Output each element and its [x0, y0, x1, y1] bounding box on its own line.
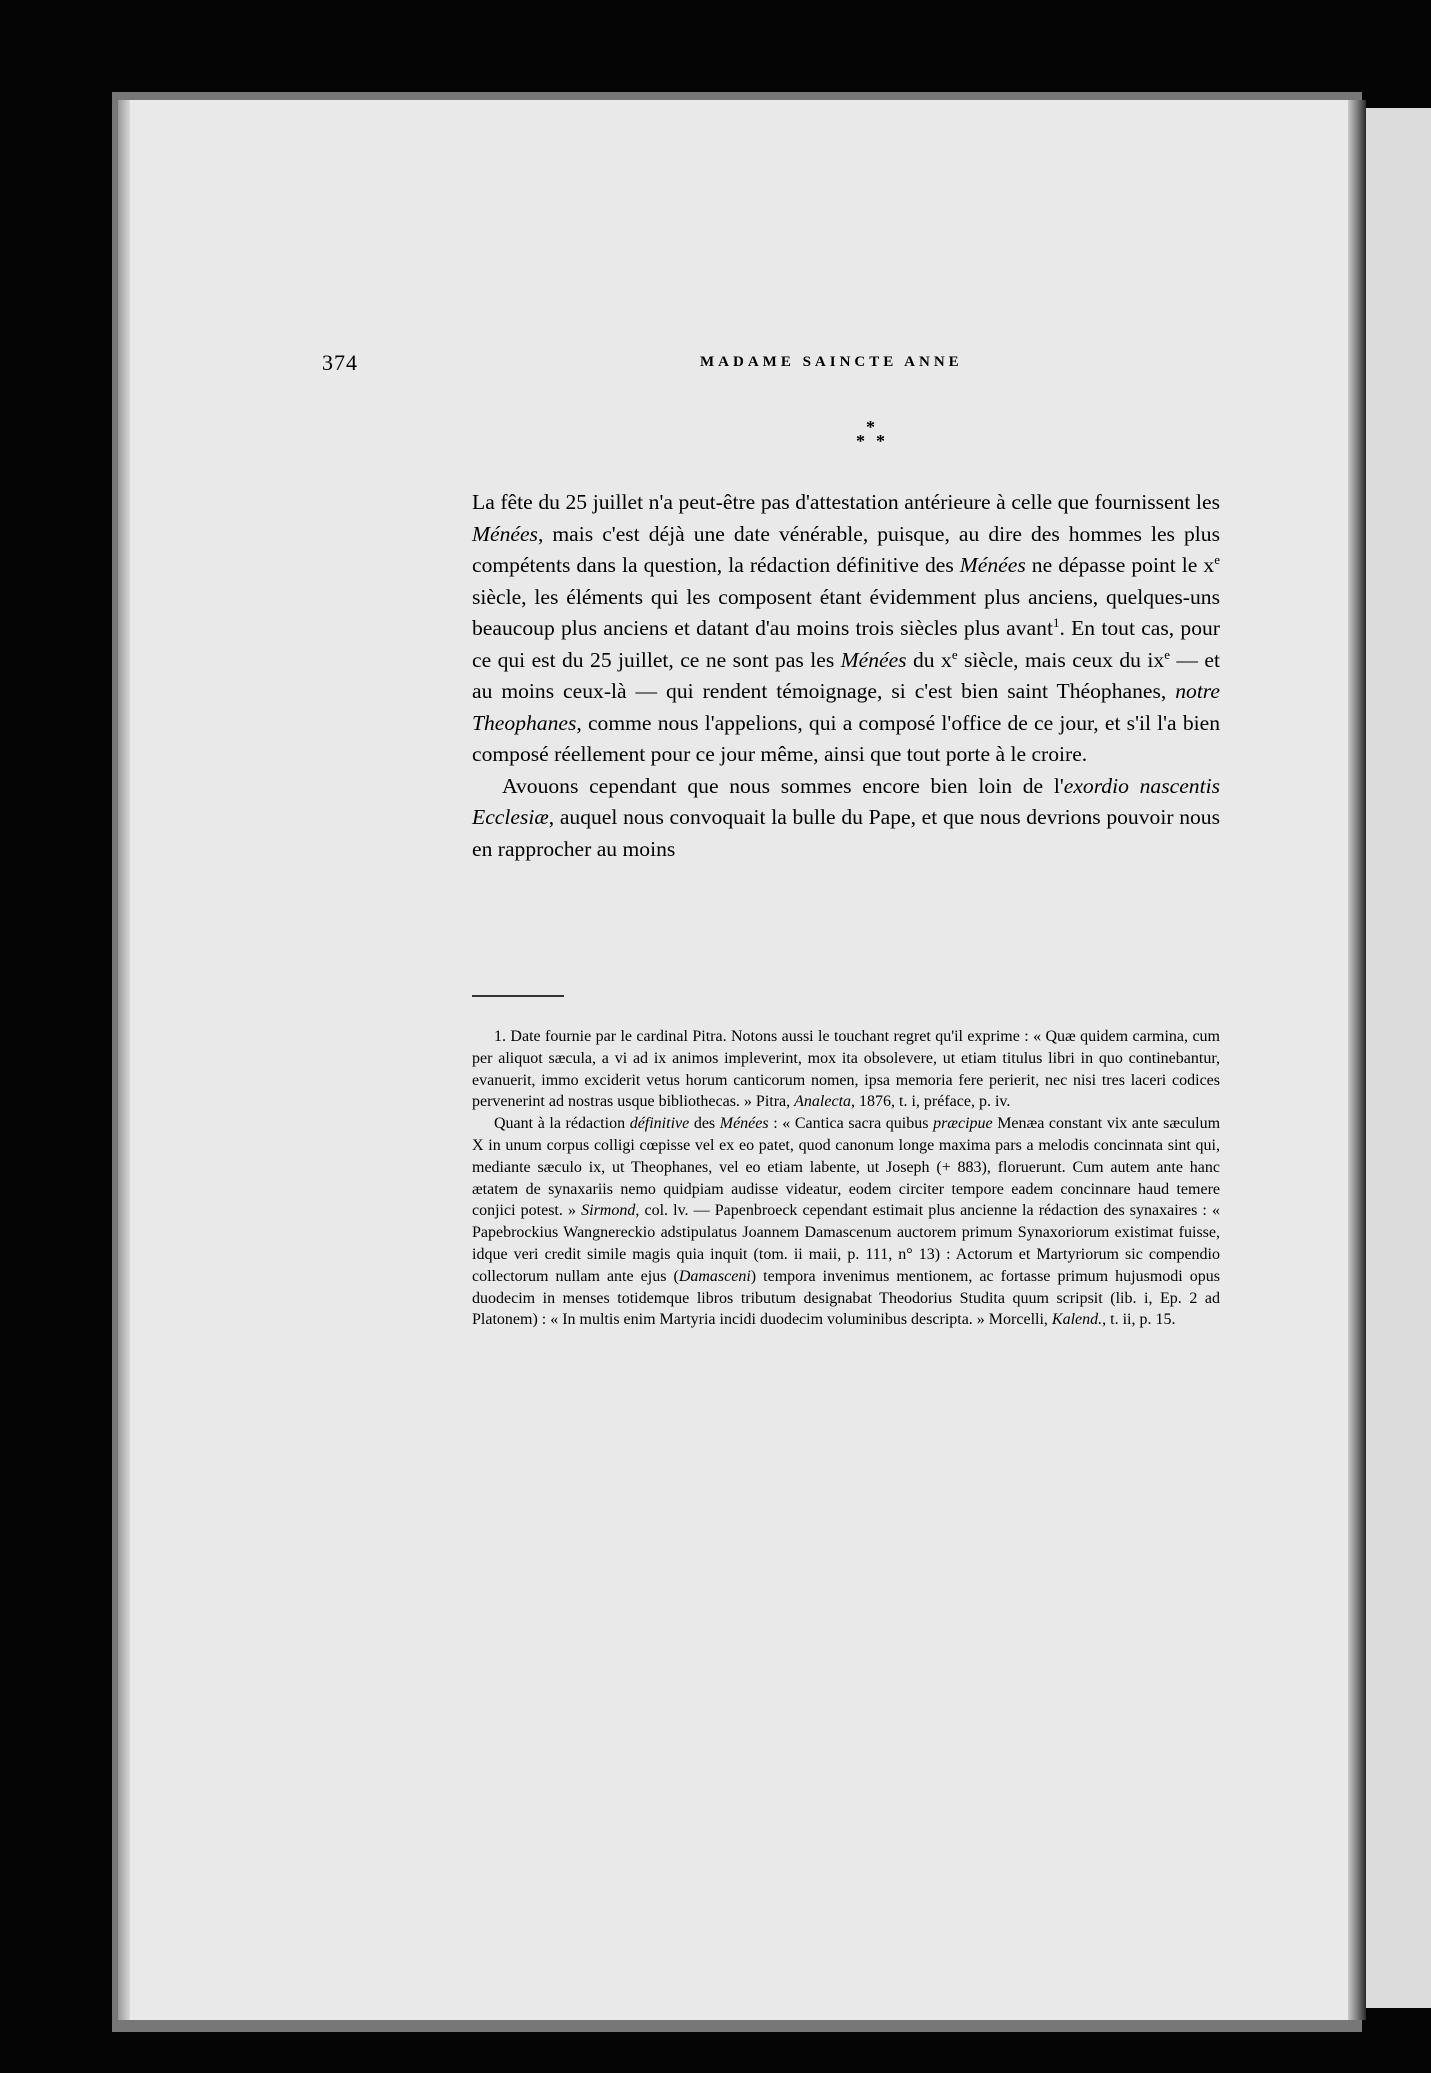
- text-run: du x: [906, 647, 952, 672]
- superscript: e: [1164, 646, 1170, 662]
- page-number: 374: [322, 350, 358, 375]
- italic-run: Ménées: [472, 521, 538, 546]
- text-run: , col. lv. — Papenbroeck cependant estimait plus ancienne la rédaction des synaxaires : « Papebrockius Wangnereckio adstipulatus Joannem Damascenum auctorem primum Synaxoriorum existimat fuisse, idque veri credit simile magis quia inquit (tom. ii maii, p. 111, n° 13) : Actorum et Martyriorum sic compendio collectorum nullam ante ejus (: [472, 1202, 1220, 1285]
- text-run: , comme nous l'appelions, qui a composé l'office de ce jour, et s'il l'a bien composé réellement pour ce jour même, ainsi que tout porte à le croire.: [472, 710, 1220, 766]
- page-left-edge: [118, 100, 130, 2020]
- footnote-1-continued: [472, 1113, 1220, 1331]
- text-run: ) tempora invenimus mentionem, ac fortasse primum hujusmodi opus duodecim in menses totidemque libros tributum designabat Theodorius Studita quum scripsit (lib. i, Ep. 2 ad Platonem) : « In multis enim Martyria incidi duodecim voluminibus descripta. » Morcelli,: [472, 1267, 1221, 1329]
- asterism: [852, 418, 896, 454]
- text-run: des: [689, 1115, 720, 1133]
- text-run: ne dépasse point le x: [1025, 553, 1215, 577]
- footnote-1: [472, 1026, 1220, 1113]
- italic-run: notre Theophanes: [472, 679, 1220, 735]
- italic-run: Ménées: [840, 647, 907, 672]
- text-run: Avouons cependant que nous sommes encore bien loin de l': [502, 773, 1064, 798]
- text-run: , t. ii, p. 15.: [1102, 1311, 1176, 1329]
- italic-run: Damasceni: [678, 1267, 751, 1285]
- text-run: , auquel nous convoquait la bulle du Pape, et que nous devrions pouvoir nous en rapprocher au moins: [472, 805, 1220, 861]
- italic-run: præcipue: [933, 1115, 993, 1133]
- asterism-star-right: *: [876, 431, 885, 451]
- italic-run: Sirmond: [581, 1202, 636, 1220]
- italic-run: exordio nascentis Ecclesiæ: [472, 773, 1220, 829]
- asterism-star-left: *: [856, 431, 865, 451]
- footnote-marker: 1: [1052, 614, 1060, 630]
- main-text: [472, 487, 1220, 865]
- running-title: MADAME SAINCTE ANNE: [700, 354, 963, 370]
- italic-run: définitive: [629, 1115, 690, 1133]
- text-run: siècle, mais ceux du ix: [957, 647, 1165, 672]
- next-page-edge: [1366, 108, 1431, 2008]
- page-header: [322, 350, 1222, 380]
- superscript: e: [951, 646, 958, 662]
- page-fold: [1348, 100, 1366, 2020]
- footnotes: [472, 1026, 1220, 1331]
- text-run: — et au moins ceux-là — qui rendent témoignage, si c'est bien saint Théophanes,: [472, 647, 1220, 703]
- text-run: , 1876, t. i, préface, p. iv.: [851, 1093, 1011, 1111]
- italic-run: Ménées: [719, 1115, 769, 1133]
- paragraph-1: [472, 487, 1220, 771]
- text-run: . En tout cas, pour ce qui est du 25 juillet, ce ne sont pas les: [472, 616, 1221, 672]
- text-run: La fête du 25 juillet n'a peut-être pas d'attestation antérieure à celle que fournissent les: [472, 490, 1220, 514]
- superscript: e: [1214, 551, 1220, 567]
- text-run: , mais c'est déjà une date vénérable, puisque, au dire des hommes les plus compétents dans la question, la rédaction définitive des: [472, 521, 1220, 577]
- text-run: siècle, les éléments qui les composent étant évidemment plus anciens, quelques-uns beaucoup plus anciens et datant d'au moins trois siècles plus avant: [472, 584, 1220, 640]
- text-run: : « Cantica sacra quibus: [768, 1115, 934, 1133]
- italic-run: Ménées: [959, 553, 1026, 577]
- paragraph-2: [472, 771, 1220, 866]
- italic-run: Kalend.: [1051, 1311, 1103, 1329]
- asterism-star-top: *: [866, 417, 875, 437]
- text-run: 1. Date fournie par le cardinal Pitra. Notons aussi le touchant regret qu'il exprime : « Quæ quidem carmina, cum per aliquot sæcula, a vi ad ix animos impleverint, mox ita obsolevere, ut etiam titulus libri in quo continebantur, evanuerit, immo exciderit vetus horum canticorum nomen, ipsa memoria fere perierit, nec nisi tres laceri codices pervenerint ad nostras usque bibliothecas. » Pitra,: [472, 1028, 1220, 1111]
- text-run: Quant à la rédaction: [494, 1115, 630, 1133]
- text-run: Menæa constant vix ante sæculum X in unum corpus colligi cœpisse vel ex eo patet, quod canonum longe maxima pars a melodis concinnata sint qui, mediante sæculo ix, ut Theophanes, vel eo etiam labente, ut Joseph (+ 883), floruerunt. Cum autem ante hanc ætatem de synaxariis nemo quidpiam audisse videatur, eodem circiter tempore eadem concinnare haud temere conjici potest. »: [472, 1115, 1221, 1220]
- footnote-rule: [472, 995, 564, 997]
- italic-run: Analecta: [794, 1093, 852, 1111]
